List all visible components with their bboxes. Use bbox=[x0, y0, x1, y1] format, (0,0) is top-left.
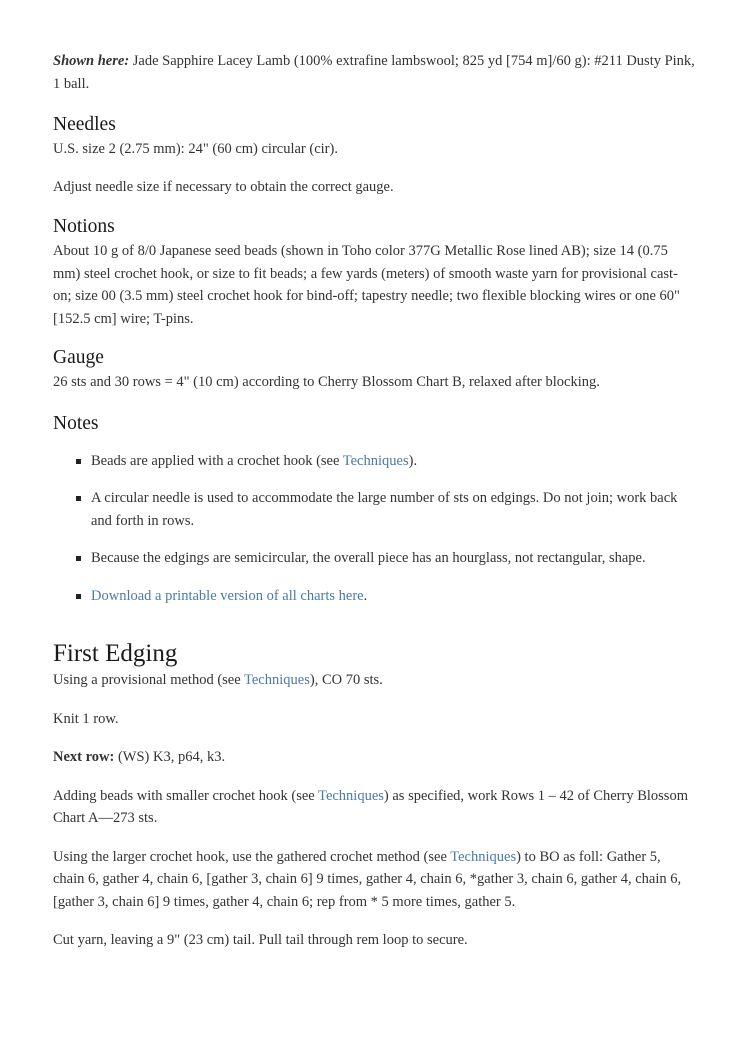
notes-item-text: Beads are applied with a crochet hook (see bbox=[91, 452, 343, 469]
paragraph-text: ) as specified, work Rows 1 – 42 of Cherry Blossom Chart A—273 sts. bbox=[53, 787, 688, 826]
bullet-icon bbox=[76, 459, 81, 464]
needles-size-paragraph: U.S. size 2 (2.75 mm): 24" (60 cm) circular (cir). bbox=[53, 141, 338, 157]
notes-item-shape bbox=[53, 547, 695, 570]
notes-item-beads bbox=[53, 450, 695, 473]
paragraph-text: Using the larger crochet hook, use the gathered crochet method (see bbox=[53, 848, 451, 865]
paragraph-text: ), CO 70 sts. bbox=[309, 672, 383, 688]
first-edging-heading: First Edging bbox=[53, 640, 178, 667]
bullet-icon bbox=[76, 556, 81, 561]
notes-item-text: A circular needle is used to accommodate the large number of sts on edgings. Do not join; work back and forth in rows. bbox=[91, 490, 678, 529]
techniques-link[interactable]: Techniques bbox=[318, 787, 384, 804]
shown-here-label: Shown here: bbox=[53, 53, 130, 69]
notes-item-text: Because the edgings are semicircular, the overall piece has an hourglass, not rectangular, shape. bbox=[91, 550, 646, 566]
notes-heading: Notes bbox=[53, 412, 99, 434]
gauge-paragraph: 26 sts and 30 rows = 4" (10 cm) according to Cherry Blossom Chart B, relaxed after blocking. bbox=[53, 374, 600, 390]
first-edging-knit-paragraph: Knit 1 row. bbox=[53, 710, 119, 727]
notions-paragraph: About 10 g of 8/0 Japanese seed beads (shown in Toho color 377G Metallic Rose lined AB); size 14 (0.75 mm) steel crochet hook, or size to fit beads; a few yards (meters) of smooth waste yarn for provisional cast-on; size 00 (3.5 mm) steel crochet hook for bind-off; tapestry needle; two flexible blocking wires or one 60" [152.5 cm] wire; T-pins. bbox=[53, 243, 680, 327]
shown-here-text: Jade Sapphire Lacey Lamb (100% extrafine lambswool; 825 yd [754 m]/60 g): #211 Dusty Pink, 1 ball. bbox=[53, 53, 695, 92]
notes-list bbox=[53, 450, 695, 608]
first-edging-cut-yarn-paragraph: Cut yarn, leaving a 9" (23 cm) tail. Pull tail through rem loop to secure. bbox=[53, 932, 468, 948]
needles-heading: Needles bbox=[53, 114, 116, 135]
techniques-link[interactable]: Techniques bbox=[244, 672, 310, 688]
notes-item-circular-needle bbox=[53, 487, 695, 532]
notes-item-text: ). bbox=[408, 452, 418, 469]
notes-item-download bbox=[53, 585, 695, 608]
first-edging-bind-off-paragraph bbox=[53, 846, 695, 914]
gauge-heading: Gauge bbox=[53, 347, 104, 368]
needles-adjust-paragraph: Adjust needle size if necessary to obtain the correct gauge. bbox=[53, 178, 394, 195]
paragraph-text: (WS) K3, p64, k3. bbox=[114, 749, 226, 765]
next-row-label: Next row: bbox=[53, 749, 115, 765]
notions-heading: Notions bbox=[53, 216, 115, 237]
techniques-link[interactable]: Techniques bbox=[450, 848, 517, 865]
paragraph-text: Using a provisional method (see bbox=[53, 672, 245, 688]
paragraph-text: ) to BO as foll: Gather 5, chain 6, gather 4, chain 6, [gather 3, chain 6] 9 times, gather 4, chain 6, *gather 3, chain 6, gather 4, chain 6, [gather 3, chain 6] 9 times, gather 4, chain 6; rep from * 5 more times, gather 5. bbox=[53, 848, 682, 910]
bullet-icon bbox=[76, 496, 81, 501]
document-page bbox=[53, 50, 695, 952]
download-charts-link[interactable]: Download a printable version of all charts here bbox=[91, 587, 364, 604]
techniques-link[interactable]: Techniques bbox=[342, 452, 409, 469]
shown-here-paragraph bbox=[53, 50, 695, 95]
paragraph-text: Adding beads with smaller crochet hook (see bbox=[53, 787, 319, 804]
notes-item-text: . bbox=[363, 587, 368, 604]
bullet-icon bbox=[76, 594, 81, 599]
first-edging-next-row-paragraph bbox=[53, 746, 695, 769]
first-edging-co-paragraph bbox=[53, 669, 695, 692]
first-edging-beads-paragraph bbox=[53, 785, 695, 830]
